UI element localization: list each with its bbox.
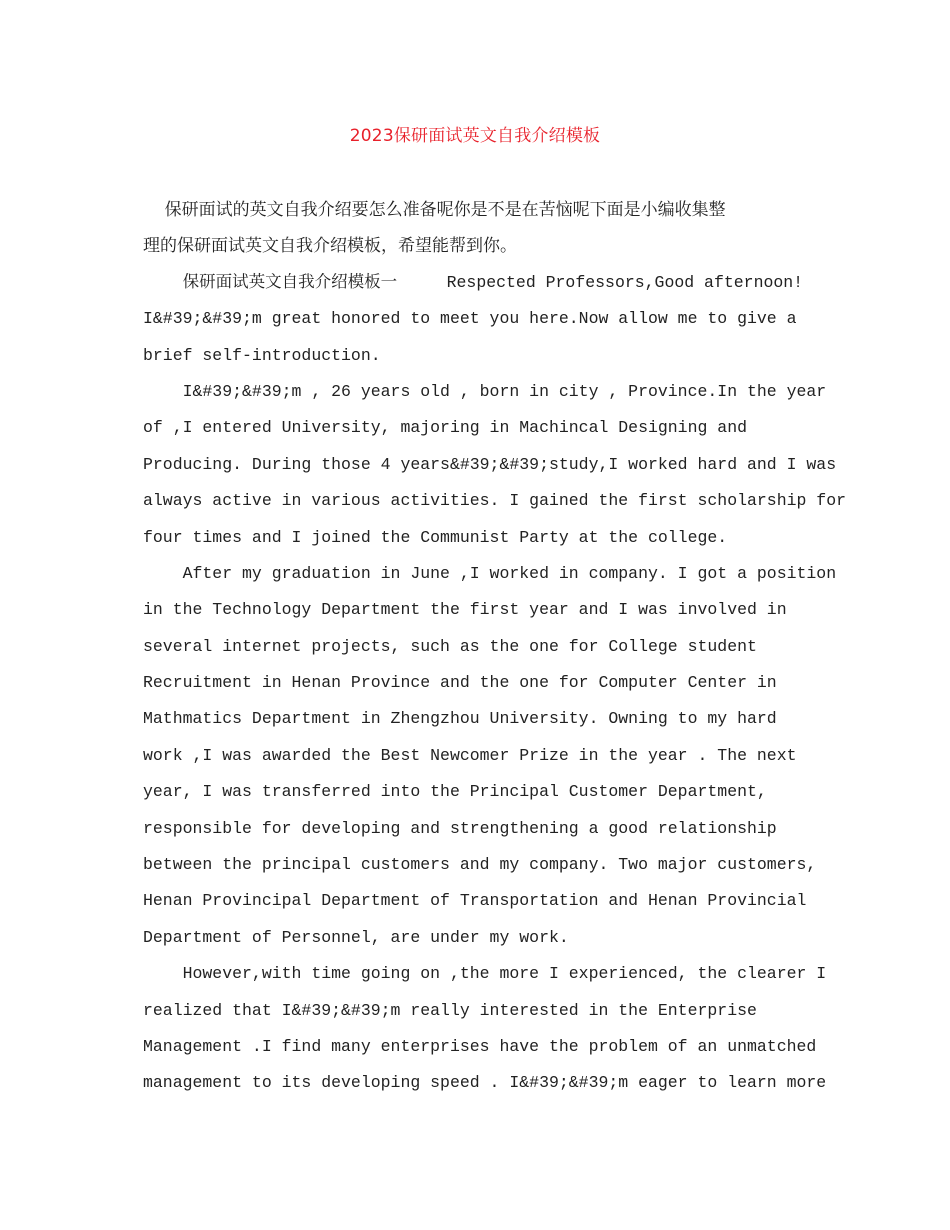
body-line: 理的保研面试英文自我介绍模板，希望能帮到你。 [143,236,517,257]
body-line: realized that I&#39;&#39;m really interested in the Enterprise [143,1000,757,1020]
body-line: I&#39;&#39;m , 26 years old , born in city , Province.In the year [143,381,827,401]
body-line: Recruitment in Henan Province and the one for Computer Center in [143,673,777,693]
body-line: several internet projects, such as the one for College student [143,636,757,656]
body-line: However,with time going on ,the more I experienced, the clearer I [143,964,827,984]
body-line: 保研面试的英文自我介绍要怎么准备呢你是不是在苦恼呢下面是小编收集整 [143,200,726,220]
body-line: Mathmatics Department in Zhengzhou University. Owning to my hard [143,709,777,729]
body-line: 保研面试英文自我介绍模板一 Respected Professors,Good afternoon! [143,272,804,292]
body-line: I&#39;&#39;m great honored to meet you here.Now allow me to give a [143,309,797,329]
body-line: brief self-introduction. [143,345,381,365]
body-line: After my graduation in June ,I worked in company. I got a position [143,563,837,583]
body-line: management to its developing speed . I&#39;&#39;m eager to learn more [143,1073,827,1093]
body-line: in the Technology Department the first year and I was involved in [143,600,787,620]
document-body [143,192,847,1102]
body-line: always active in various activities. I gained the first scholarship for [143,491,847,511]
body-line: four times and I joined the Communist Party at the college. [143,527,728,547]
document-title: 2023保研面试英文自我介绍模板 [349,126,601,146]
body-line: Department of Personnel, are under my work. [143,927,569,947]
body-line: of ,I entered University, majoring in Machincal Designing and [143,418,747,438]
body-line: Henan Provincipal Department of Transportation and Henan Provincial [143,891,807,911]
body-line: Management .I find many enterprises have the problem of an unmatched [143,1036,817,1056]
body-line: responsible for developing and strengthening a good relationship [143,818,777,838]
body-line: work ,I was awarded the Best Newcomer Prize in the year . The next [143,745,797,765]
body-line: between the principal customers and my company. Two major customers, [143,855,817,875]
body-line: Producing. During those 4 years&#39;&#39;study,I worked hard and I was [143,454,837,474]
body-line: year, I was transferred into the Principal Customer Department, [143,782,767,802]
